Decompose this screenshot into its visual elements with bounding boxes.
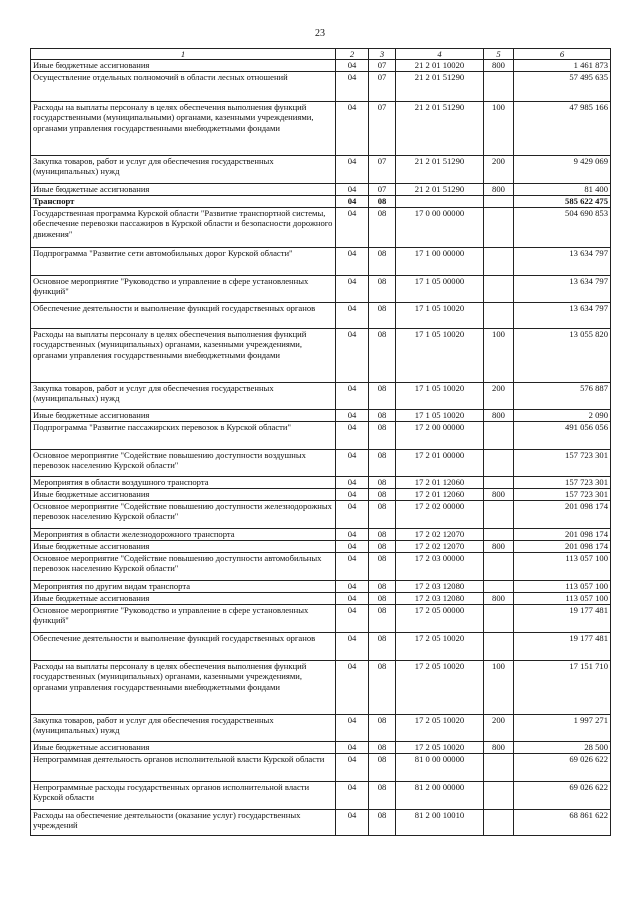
- amount-cell: 13 634 797: [514, 303, 611, 329]
- target-article-cell: 17 1 05 10020: [396, 329, 484, 383]
- row-name-cell: Основное мероприятие "Содействие повышению доступности автомобильных перевозок населению Курской области": [31, 553, 336, 581]
- subsection-code-cell: 07: [369, 72, 396, 102]
- target-article-cell: 17 2 01 12060: [396, 477, 484, 489]
- subsection-code-cell: 08: [369, 742, 396, 754]
- subsection-code-cell: 08: [369, 605, 396, 633]
- row-name-cell: Подпрограмма "Развитие пассажирских перевозок в Курской области": [31, 422, 336, 450]
- table-row: [31, 661, 611, 715]
- amount-cell: 47 985 166: [514, 102, 611, 156]
- subsection-code-cell: 08: [369, 383, 396, 410]
- row-name-cell: Обеспечение деятельности и выполнение функций государственных органов: [31, 303, 336, 329]
- table-row: [31, 477, 611, 489]
- amount-cell: 13 634 797: [514, 276, 611, 303]
- expense-type-cell: [484, 810, 514, 836]
- row-name-cell: Закупка товаров, работ и услуг для обеспечения государственных (муниципальных) нужд: [31, 156, 336, 184]
- table-row: [31, 410, 611, 422]
- amount-cell: 57 495 635: [514, 72, 611, 102]
- expense-type-cell: [484, 553, 514, 581]
- expense-type-cell: 100: [484, 102, 514, 156]
- target-article-cell: 21 2 01 51290: [396, 156, 484, 184]
- amount-cell: 157 723 301: [514, 477, 611, 489]
- section-code-cell: 04: [336, 593, 369, 605]
- section-code-cell: 04: [336, 329, 369, 383]
- target-article-cell: 21 2 01 51290: [396, 184, 484, 196]
- expense-type-cell: 800: [484, 541, 514, 553]
- section-code-cell: 04: [336, 489, 369, 501]
- row-name-cell: Иные бюджетные ассигнования: [31, 593, 336, 605]
- amount-cell: 113 057 100: [514, 593, 611, 605]
- amount-cell: 201 098 174: [514, 541, 611, 553]
- row-name-cell: Основное мероприятие "Содействие повышению доступности воздушных перевозок населению Курской области": [31, 450, 336, 477]
- table-row: [31, 754, 611, 782]
- expense-type-cell: [484, 196, 514, 208]
- row-name-cell: Иные бюджетные ассигнования: [31, 489, 336, 501]
- header-cell: 3: [369, 49, 396, 60]
- row-name-cell: Транспорт: [31, 196, 336, 208]
- row-name-cell: Основное мероприятие "Содействие повышению доступности железнодорожных перевозок населению Курской области": [31, 501, 336, 529]
- expense-type-cell: 100: [484, 329, 514, 383]
- subsection-code-cell: 08: [369, 501, 396, 529]
- amount-cell: 113 057 100: [514, 553, 611, 581]
- target-article-cell: 17 2 05 10020: [396, 661, 484, 715]
- target-article-cell: 17 2 02 12070: [396, 541, 484, 553]
- expense-type-cell: [484, 477, 514, 489]
- section-code-cell: 04: [336, 501, 369, 529]
- target-article-cell: 21 2 01 51290: [396, 102, 484, 156]
- row-name-cell: Мероприятия по другим видам транспорта: [31, 581, 336, 593]
- subsection-code-cell: 07: [369, 156, 396, 184]
- target-article-cell: 17 2 01 12060: [396, 489, 484, 501]
- budget-table: [30, 48, 611, 836]
- row-name-cell: Мероприятия в области воздушного транспорта: [31, 477, 336, 489]
- amount-cell: 13 634 797: [514, 248, 611, 276]
- table-row: [31, 329, 611, 383]
- section-code-cell: 04: [336, 754, 369, 782]
- table-row: [31, 72, 611, 102]
- target-article-cell: 17 1 05 00000: [396, 276, 484, 303]
- subsection-code-cell: 08: [369, 477, 396, 489]
- table-header-row: [31, 49, 611, 60]
- row-name-cell: Иные бюджетные ассигнования: [31, 541, 336, 553]
- expense-type-cell: 200: [484, 383, 514, 410]
- target-article-cell: 17 2 05 10020: [396, 633, 484, 661]
- section-code-cell: 04: [336, 102, 369, 156]
- section-code-cell: 04: [336, 184, 369, 196]
- expense-type-cell: 800: [484, 60, 514, 72]
- row-name-cell: Иные бюджетные ассигнования: [31, 60, 336, 72]
- subsection-code-cell: 08: [369, 208, 396, 248]
- target-article-cell: 21 2 01 51290: [396, 72, 484, 102]
- amount-cell: 504 690 853: [514, 208, 611, 248]
- amount-cell: 1 461 873: [514, 60, 611, 72]
- amount-cell: 201 098 174: [514, 501, 611, 529]
- expense-type-cell: [484, 422, 514, 450]
- table-row: [31, 422, 611, 450]
- section-code-cell: 04: [336, 422, 369, 450]
- section-code-cell: 04: [336, 715, 369, 742]
- table-row: [31, 605, 611, 633]
- row-name-cell: Подпрограмма "Развитие сети автомобильных дорог Курской области": [31, 248, 336, 276]
- target-article-cell: 81 2 00 00000: [396, 782, 484, 810]
- amount-cell: 576 887: [514, 383, 611, 410]
- target-article-cell: 17 2 05 10020: [396, 715, 484, 742]
- row-name-cell: Закупка товаров, работ и услуг для обеспечения государственных (муниципальных) нужд: [31, 383, 336, 410]
- subsection-code-cell: 08: [369, 715, 396, 742]
- amount-cell: 201 098 174: [514, 529, 611, 541]
- table-row: [31, 184, 611, 196]
- subsection-code-cell: 07: [369, 102, 396, 156]
- subsection-code-cell: 08: [369, 541, 396, 553]
- target-article-cell: 17 2 03 00000: [396, 553, 484, 581]
- target-article-cell: 17 2 02 00000: [396, 501, 484, 529]
- header-cell: 4: [396, 49, 484, 60]
- amount-cell: 157 723 301: [514, 489, 611, 501]
- subsection-code-cell: 08: [369, 581, 396, 593]
- section-code-cell: 04: [336, 248, 369, 276]
- expense-type-cell: [484, 581, 514, 593]
- target-article-cell: 17 2 00 00000: [396, 422, 484, 450]
- subsection-code-cell: 08: [369, 410, 396, 422]
- expense-type-cell: 800: [484, 742, 514, 754]
- amount-cell: 13 055 820: [514, 329, 611, 383]
- subsection-code-cell: 08: [369, 196, 396, 208]
- target-article-cell: 17 2 02 12070: [396, 529, 484, 541]
- table-row: [31, 208, 611, 248]
- row-name-cell: Осуществление отдельных полномочий в области лесных отношений: [31, 72, 336, 102]
- amount-cell: 69 026 622: [514, 754, 611, 782]
- table-row: [31, 156, 611, 184]
- subsection-code-cell: 07: [369, 60, 396, 72]
- expense-type-cell: [484, 605, 514, 633]
- row-name-cell: Мероприятия в области железнодорожного транспорта: [31, 529, 336, 541]
- target-article-cell: 17 1 00 00000: [396, 248, 484, 276]
- expense-type-cell: 800: [484, 489, 514, 501]
- amount-cell: 1 997 271: [514, 715, 611, 742]
- section-code-cell: 04: [336, 477, 369, 489]
- expense-type-cell: 100: [484, 661, 514, 715]
- section-code-cell: 04: [336, 156, 369, 184]
- target-article-cell: 17 2 01 00000: [396, 450, 484, 477]
- expense-type-cell: [484, 529, 514, 541]
- header-cell: 2: [336, 49, 369, 60]
- row-name-cell: Закупка товаров, работ и услуг для обеспечения государственных (муниципальных) нужд: [31, 715, 336, 742]
- amount-cell: 491 056 056: [514, 422, 611, 450]
- row-name-cell: Основное мероприятие "Руководство и управление в сфере установленных функций": [31, 605, 336, 633]
- expense-type-cell: [484, 303, 514, 329]
- table-row: [31, 742, 611, 754]
- target-article-cell: 17 1 05 10020: [396, 303, 484, 329]
- expense-type-cell: [484, 633, 514, 661]
- table-row: [31, 196, 611, 208]
- subsection-code-cell: 08: [369, 553, 396, 581]
- subsection-code-cell: 08: [369, 782, 396, 810]
- table-row: [31, 581, 611, 593]
- target-article-cell: [396, 196, 484, 208]
- row-name-cell: Непрограммные расходы государственных органов исполнительной власти Курской области: [31, 782, 336, 810]
- target-article-cell: 17 2 05 00000: [396, 605, 484, 633]
- row-name-cell: Государственная программа Курской области "Развитие транспортной системы, обеспечение перевозки пассажиров в Курской области и безопасности дорожного движения": [31, 208, 336, 248]
- expense-type-cell: 200: [484, 156, 514, 184]
- table-row: [31, 60, 611, 72]
- subsection-code-cell: 08: [369, 489, 396, 501]
- row-name-cell: Непрограммная деятельность органов исполнительной власти Курской области: [31, 754, 336, 782]
- table-row: [31, 715, 611, 742]
- amount-cell: 19 177 481: [514, 633, 611, 661]
- expense-type-cell: 800: [484, 410, 514, 422]
- table-row: [31, 102, 611, 156]
- amount-cell: 81 400: [514, 184, 611, 196]
- amount-cell: 28 500: [514, 742, 611, 754]
- table-row: [31, 529, 611, 541]
- row-name-cell: Иные бюджетные ассигнования: [31, 410, 336, 422]
- target-article-cell: 17 2 05 10020: [396, 742, 484, 754]
- subsection-code-cell: 08: [369, 248, 396, 276]
- section-code-cell: 04: [336, 410, 369, 422]
- section-code-cell: 04: [336, 60, 369, 72]
- section-code-cell: 04: [336, 782, 369, 810]
- amount-cell: 113 057 100: [514, 581, 611, 593]
- table-row: [31, 782, 611, 810]
- table-row: [31, 276, 611, 303]
- subsection-code-cell: 08: [369, 593, 396, 605]
- amount-cell: 69 026 622: [514, 782, 611, 810]
- section-code-cell: 04: [336, 529, 369, 541]
- table-row: [31, 633, 611, 661]
- table-row: [31, 501, 611, 529]
- target-article-cell: 81 0 00 00000: [396, 754, 484, 782]
- section-code-cell: 04: [336, 541, 369, 553]
- expense-type-cell: 200: [484, 715, 514, 742]
- row-name-cell: Основное мероприятие "Руководство и управление в сфере установленных функций": [31, 276, 336, 303]
- expense-type-cell: 800: [484, 593, 514, 605]
- subsection-code-cell: 08: [369, 303, 396, 329]
- amount-cell: 17 151 710: [514, 661, 611, 715]
- section-code-cell: 04: [336, 276, 369, 303]
- table-row: [31, 553, 611, 581]
- section-code-cell: 04: [336, 661, 369, 715]
- subsection-code-cell: 08: [369, 276, 396, 303]
- table-row: [31, 450, 611, 477]
- target-article-cell: 81 2 00 10010: [396, 810, 484, 836]
- expense-type-cell: [484, 754, 514, 782]
- section-code-cell: 04: [336, 742, 369, 754]
- subsection-code-cell: 08: [369, 633, 396, 661]
- subsection-code-cell: 08: [369, 329, 396, 383]
- section-code-cell: 04: [336, 383, 369, 410]
- header-cell: 6: [514, 49, 611, 60]
- expense-type-cell: [484, 72, 514, 102]
- amount-cell: 2 090: [514, 410, 611, 422]
- table-row: [31, 593, 611, 605]
- section-code-cell: 04: [336, 633, 369, 661]
- table-row: [31, 489, 611, 501]
- header-cell: 1: [31, 49, 336, 60]
- subsection-code-cell: 08: [369, 754, 396, 782]
- expense-type-cell: [484, 208, 514, 248]
- table-row: [31, 383, 611, 410]
- header-cell: 5: [484, 49, 514, 60]
- section-code-cell: 04: [336, 208, 369, 248]
- amount-cell: 68 861 622: [514, 810, 611, 836]
- row-name-cell: Расходы на выплаты персоналу в целях обеспечения выполнения функций государственными (муниципальными) органами, казенными учреждениями, органами управления государственными внебюджетными фондами: [31, 102, 336, 156]
- subsection-code-cell: 08: [369, 529, 396, 541]
- expense-type-cell: 800: [484, 184, 514, 196]
- table-row: [31, 810, 611, 836]
- target-article-cell: 17 0 00 00000: [396, 208, 484, 248]
- expense-type-cell: [484, 248, 514, 276]
- row-name-cell: Иные бюджетные ассигнования: [31, 184, 336, 196]
- section-code-cell: 04: [336, 196, 369, 208]
- row-name-cell: Иные бюджетные ассигнования: [31, 742, 336, 754]
- amount-cell: 157 723 301: [514, 450, 611, 477]
- subsection-code-cell: 08: [369, 450, 396, 477]
- section-code-cell: 04: [336, 581, 369, 593]
- subsection-code-cell: 07: [369, 184, 396, 196]
- page-number: 23: [315, 28, 325, 39]
- target-article-cell: 17 1 05 10020: [396, 410, 484, 422]
- target-article-cell: 21 2 01 10020: [396, 60, 484, 72]
- row-name-cell: Расходы на выплаты персоналу в целях обеспечения выполнения функций государственных (муниципальных) органами, казенными учреждениями, органами управления государственными внебюджетными фондами: [31, 661, 336, 715]
- target-article-cell: 17 2 03 12080: [396, 593, 484, 605]
- section-code-cell: 04: [336, 450, 369, 477]
- section-code-cell: 04: [336, 605, 369, 633]
- expense-type-cell: [484, 276, 514, 303]
- amount-cell: 19 177 481: [514, 605, 611, 633]
- subsection-code-cell: 08: [369, 661, 396, 715]
- target-article-cell: 17 1 05 10020: [396, 383, 484, 410]
- expense-type-cell: [484, 501, 514, 529]
- section-code-cell: 04: [336, 72, 369, 102]
- expense-type-cell: [484, 782, 514, 810]
- row-name-cell: Обеспечение деятельности и выполнение функций государственных органов: [31, 633, 336, 661]
- subsection-code-cell: 08: [369, 810, 396, 836]
- row-name-cell: Расходы на выплаты персоналу в целях обеспечения выполнения функций государственных (муниципальных) органами, казенными учреждениями, органами управления государственными внебюджетными фондами: [31, 329, 336, 383]
- subsection-code-cell: 08: [369, 422, 396, 450]
- section-code-cell: 04: [336, 553, 369, 581]
- amount-cell: 585 622 475: [514, 196, 611, 208]
- table-row: [31, 248, 611, 276]
- amount-cell: 9 429 069: [514, 156, 611, 184]
- row-name-cell: Расходы на обеспечение деятельности (оказание услуг) государственных учреждений: [31, 810, 336, 836]
- section-code-cell: 04: [336, 810, 369, 836]
- target-article-cell: 17 2 03 12080: [396, 581, 484, 593]
- table-row: [31, 303, 611, 329]
- table-row: [31, 541, 611, 553]
- section-code-cell: 04: [336, 303, 369, 329]
- expense-type-cell: [484, 450, 514, 477]
